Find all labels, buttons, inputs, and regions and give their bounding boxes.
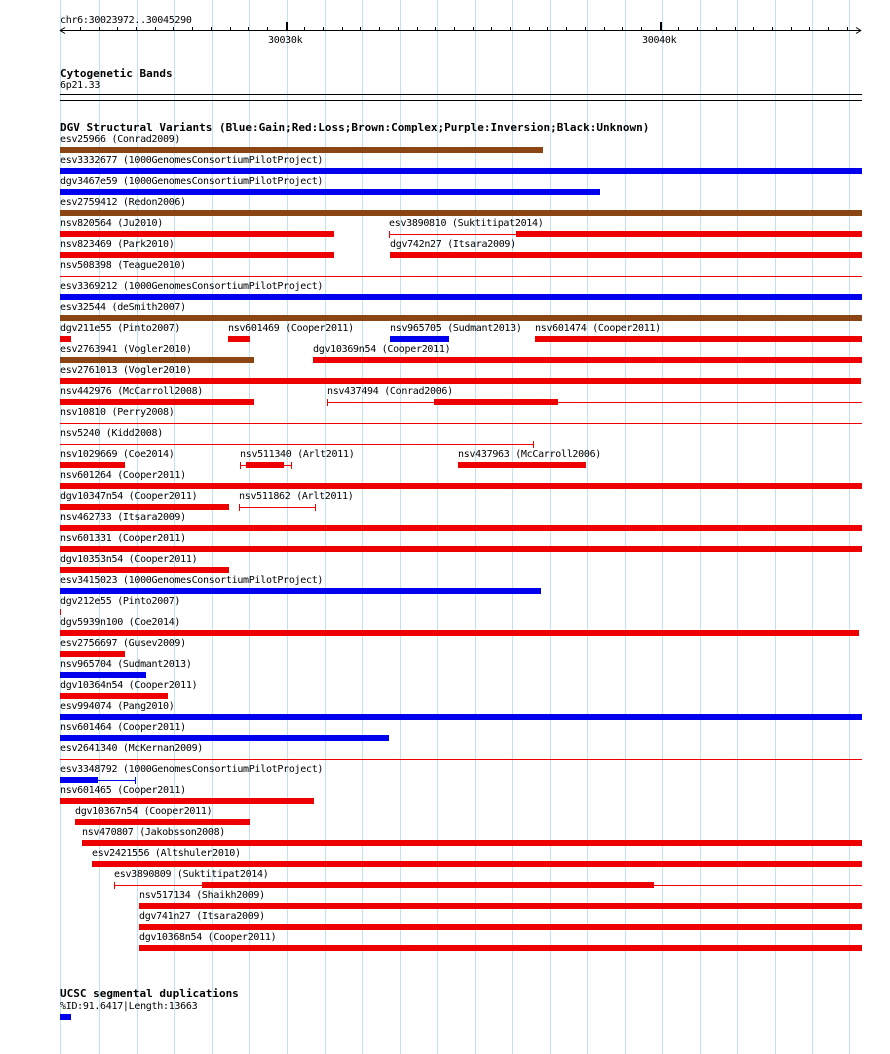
variant-span-line[interactable]: [558, 402, 862, 403]
variant-label[interactable]: nsv820564 (Ju2010): [60, 218, 163, 229]
variant-span-line[interactable]: [239, 507, 315, 508]
variant-bar[interactable]: [92, 861, 862, 867]
variant-label[interactable]: esv3415023 (1000GenomesConsortiumPilotProject): [60, 575, 324, 586]
variant-bar[interactable]: [202, 882, 654, 888]
variant-bar[interactable]: [60, 147, 543, 153]
variant-bar[interactable]: [75, 819, 250, 825]
variant-label[interactable]: nsv823469 (Park2010): [60, 239, 175, 250]
variant-label[interactable]: dgv742n27 (Itsara2009): [390, 239, 516, 250]
variant-label[interactable]: esv2761013 (Vogler2010): [60, 365, 192, 376]
variant-bar[interactable]: [60, 630, 859, 636]
variant-label[interactable]: nsv601464 (Cooper2011): [60, 722, 186, 733]
variant-span-line[interactable]: [389, 234, 516, 235]
cytoband-bar-top: [60, 94, 862, 95]
variant-start-cap: [389, 231, 390, 238]
variant-bar[interactable]: [60, 546, 862, 552]
cytoband-label[interactable]: 6p21.33: [60, 80, 101, 91]
variant-bar[interactable]: [228, 336, 250, 342]
variant-bar[interactable]: [139, 903, 862, 909]
variant-end-cap: [291, 462, 292, 469]
variant-end-cap: [533, 441, 534, 448]
variant-bar[interactable]: [139, 945, 862, 951]
variant-label[interactable]: esv2763941 (Vogler2010): [60, 344, 192, 355]
variant-start-cap: [240, 462, 241, 469]
variant-label[interactable]: dgv10368n54 (Cooper2011): [139, 932, 277, 943]
ruler-tick-label: 30040k: [642, 35, 677, 46]
variant-bar[interactable]: [60, 462, 125, 468]
variant-label[interactable]: esv3890810 (Suktitipat2014): [389, 218, 544, 229]
variant-label[interactable]: nsv601264 (Cooper2011): [60, 470, 186, 481]
track-title-cytobands[interactable]: Cytogenetic Bands: [60, 67, 173, 80]
variant-bar[interactable]: [60, 693, 168, 699]
variant-label[interactable]: dgv10364n54 (Cooper2011): [60, 680, 198, 691]
variant-label[interactable]: nsv601331 (Cooper2011): [60, 533, 186, 544]
variant-bar[interactable]: [60, 168, 862, 174]
variant-label[interactable]: esv2641340 (McKernan2009): [60, 743, 204, 754]
variant-bar[interactable]: [60, 483, 862, 489]
variant-label[interactable]: esv32544 (deSmith2007): [60, 302, 186, 313]
variant-bar[interactable]: [60, 231, 334, 237]
variant-label[interactable]: nsv437963 (McCarroll2006): [458, 449, 602, 460]
track-title-segdups[interactable]: UCSC segmental duplications: [60, 987, 239, 1000]
variant-bar[interactable]: [390, 252, 862, 258]
ruler-axis: [0, 0, 890, 60]
variant-bar[interactable]: [60, 798, 314, 804]
variant-bar[interactable]: [60, 735, 389, 741]
variant-label[interactable]: nsv517134 (Shaikh2009): [139, 890, 265, 901]
variant-span-line[interactable]: [114, 885, 202, 886]
variant-span-line[interactable]: [60, 759, 862, 760]
variant-bar[interactable]: [60, 714, 862, 720]
variant-start-cap: [327, 399, 328, 406]
variant-label[interactable]: nsv511340 (Arlt2011): [240, 449, 355, 460]
variant-bar[interactable]: [516, 231, 862, 237]
variant-label[interactable]: nsv470807 (Jakobsson2008): [82, 827, 226, 838]
variant-bar[interactable]: [313, 357, 862, 363]
variant-bar[interactable]: [60, 336, 71, 342]
variant-bar[interactable]: [535, 336, 862, 342]
track-title-dgv[interactable]: DGV Structural Variants (Blue:Gain;Red:Loss;Brown:Complex;Purple:Inversion;Black:Unknown): [60, 121, 650, 134]
variant-start-cap: [114, 882, 115, 889]
variant-bar[interactable]: [139, 924, 862, 930]
variant-bar[interactable]: [82, 840, 862, 846]
variant-bar[interactable]: [60, 672, 146, 678]
variant-label[interactable]: nsv965705 (Sudmant2013): [390, 323, 522, 334]
variant-label[interactable]: nsv601474 (Cooper2011): [535, 323, 661, 334]
variant-label[interactable]: dgv211e55 (Pinto2007): [60, 323, 181, 334]
variant-label[interactable]: nsv965704 (Sudmant2013): [60, 659, 192, 670]
variant-label[interactable]: esv2421556 (Altshuler2010): [92, 848, 241, 859]
variant-label[interactable]: nsv10810 (Perry2008): [60, 407, 175, 418]
variant-span-line[interactable]: [98, 780, 135, 781]
variant-label[interactable]: esv3332677 (1000GenomesConsortiumPilotProject): [60, 155, 324, 166]
variant-label[interactable]: dgv5939n100 (Coe2014): [60, 617, 181, 628]
variant-label[interactable]: dgv212e55 (Pinto2007): [60, 596, 181, 607]
variant-label[interactable]: esv2756697 (Gusev2009): [60, 638, 186, 649]
variant-label[interactable]: esv994074 (Pang2010): [60, 701, 175, 712]
segdup-label[interactable]: %ID:91.6417|Length:13663: [60, 1001, 198, 1012]
variant-span-line[interactable]: [60, 423, 862, 424]
cytoband-bar-bottom: [60, 100, 862, 101]
variant-label[interactable]: nsv508398 (Teague2010): [60, 260, 186, 271]
variant-span-line[interactable]: [60, 444, 533, 445]
segdup-bar[interactable]: [60, 1014, 71, 1020]
variant-span-line[interactable]: [327, 402, 434, 403]
variant-label[interactable]: esv3348792 (1000GenomesConsortiumPilotProject): [60, 764, 324, 775]
variant-span-line[interactable]: [60, 276, 862, 277]
variant-bar[interactable]: [60, 252, 334, 258]
variant-bar[interactable]: [434, 399, 558, 405]
variant-label[interactable]: nsv601465 (Cooper2011): [60, 785, 186, 796]
variant-label[interactable]: nsv462733 (Itsara2009): [60, 512, 186, 523]
variant-label[interactable]: dgv3467e59 (1000GenomesConsortiumPilotProject): [60, 176, 324, 187]
variant-bar[interactable]: [390, 336, 449, 342]
variant-bar[interactable]: [60, 210, 862, 216]
variant-end-cap: [315, 504, 316, 511]
variant-label[interactable]: dgv10353n54 (Cooper2011): [60, 554, 198, 565]
variant-bar[interactable]: [60, 294, 862, 300]
variant-label[interactable]: nsv1029669 (Coe2014): [60, 449, 175, 460]
variant-bar[interactable]: [60, 567, 229, 573]
region-label: chr6:30023972..30045290: [60, 15, 192, 26]
ruler-tick-label: 30030k: [268, 35, 303, 46]
variant-bar[interactable]: [60, 399, 254, 405]
variant-label[interactable]: nsv437494 (Conrad2006): [327, 386, 453, 397]
variant-end-cap: [135, 777, 136, 784]
variant-label[interactable]: nsv5240 (Kidd2008): [60, 428, 163, 439]
variant-label[interactable]: nsv601469 (Cooper2011): [228, 323, 354, 334]
variant-label[interactable]: dgv10367n54 (Cooper2011): [75, 806, 213, 817]
variant-label[interactable]: dgv741n27 (Itsara2009): [139, 911, 265, 922]
variant-bar[interactable]: [60, 588, 541, 594]
variant-label[interactable]: esv2759412 (Redon2006): [60, 197, 186, 208]
variant-bar[interactable]: [458, 462, 586, 468]
variant-label[interactable]: dgv10347n54 (Cooper2011): [60, 491, 198, 502]
variant-bar[interactable]: [60, 357, 254, 363]
variant-label[interactable]: nsv442976 (McCarroll2008): [60, 386, 204, 397]
variant-bar[interactable]: [60, 378, 861, 384]
variant-label[interactable]: esv25966 (Conrad2009): [60, 134, 181, 145]
variant-bar[interactable]: [246, 462, 284, 468]
variant-start-cap: [239, 504, 240, 511]
variant-span-line[interactable]: [654, 885, 862, 886]
variant-bar[interactable]: [60, 609, 61, 615]
variant-label[interactable]: nsv511862 (Arlt2011): [239, 491, 354, 502]
variant-label[interactable]: esv3890809 (Suktitipat2014): [114, 869, 269, 880]
variant-bar[interactable]: [60, 651, 125, 657]
variant-label[interactable]: esv3369212 (1000GenomesConsortiumPilotProject): [60, 281, 324, 292]
variant-label[interactable]: dgv10369n54 (Cooper2011): [313, 344, 451, 355]
variant-bar[interactable]: [60, 504, 229, 510]
variant-span-line[interactable]: [284, 465, 291, 466]
variant-bar[interactable]: [60, 315, 862, 321]
variant-bar[interactable]: [60, 777, 98, 783]
variant-bar[interactable]: [60, 525, 862, 531]
variant-bar[interactable]: [60, 189, 600, 195]
